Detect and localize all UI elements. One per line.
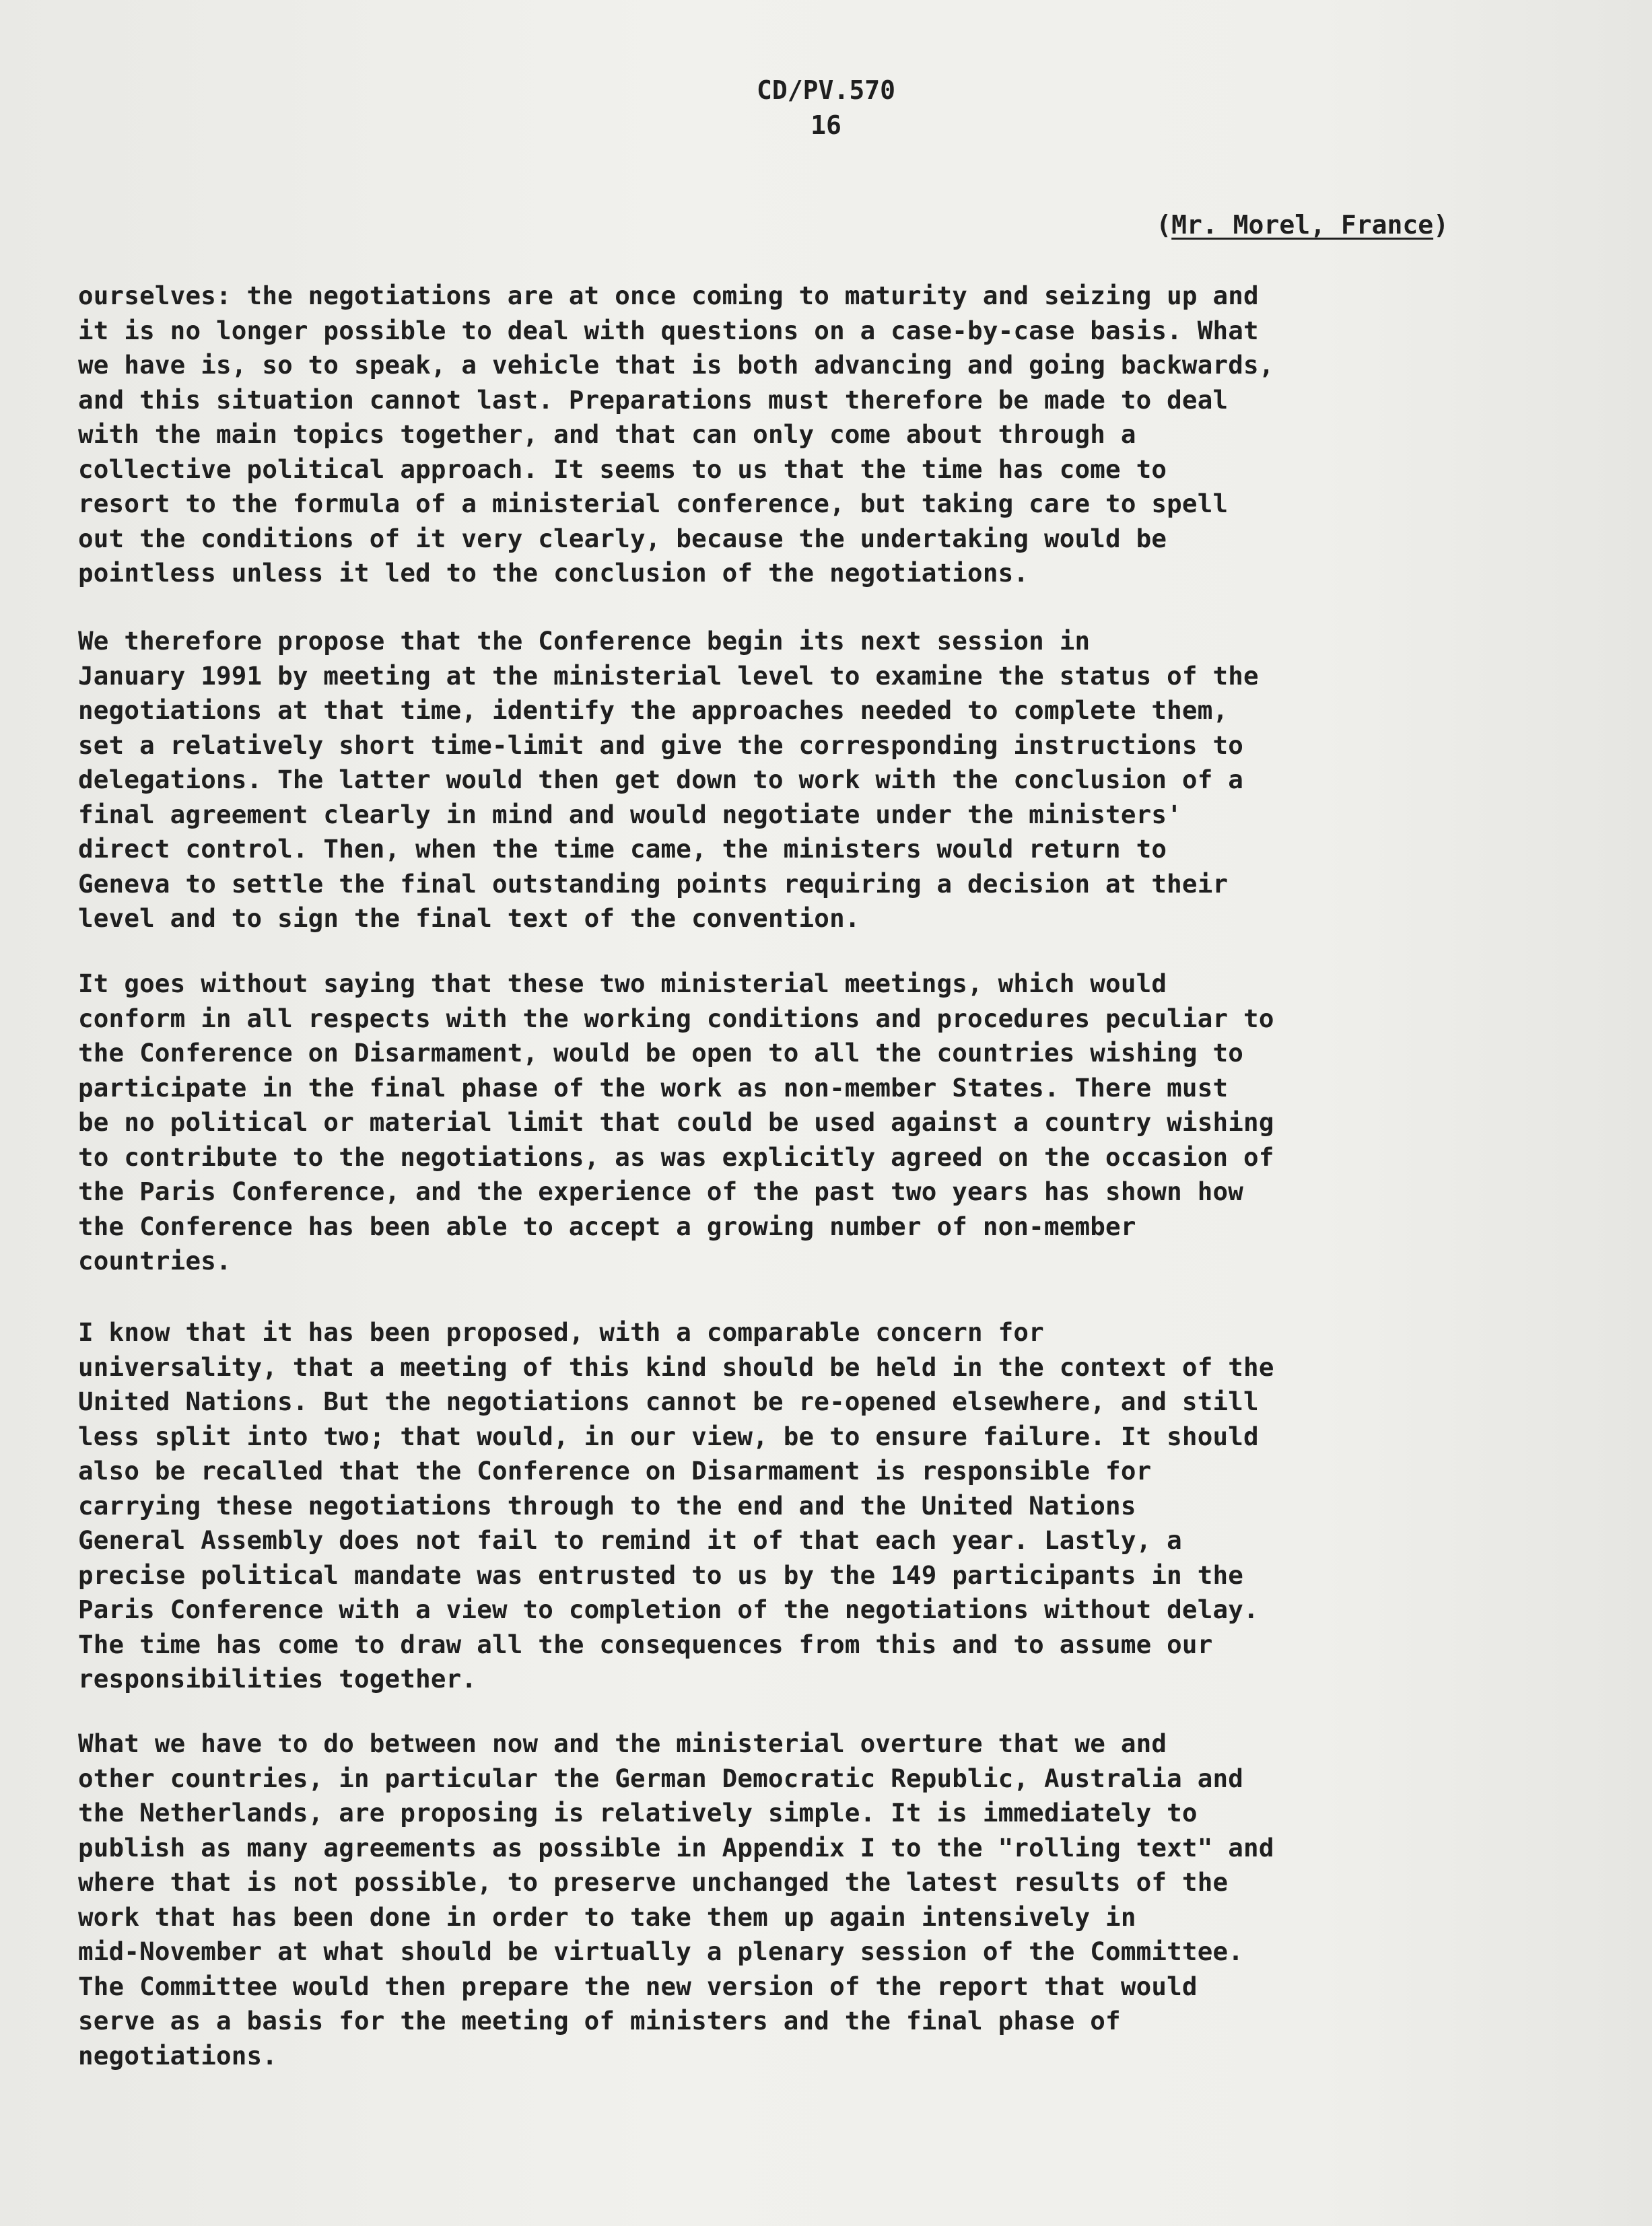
speaker-name: Mr. Morel, France <box>1171 210 1434 240</box>
page-number: 16 <box>811 110 841 140</box>
speaker-close-paren: ) <box>1433 210 1449 240</box>
paragraph-2: We therefore propose that the Conference begin its next session in January 1991 by meeting at the ministerial level to examine the status of the negotiations at that time, identify the approaches needed to complete them, set a relatively short time-limit and give the corresponding instructions to delegations. The latter would then get down to work with the conclusion of a final agreement clearly in mind and would negotiate under the ministers' direct control. Then, when the time came, the ministers would return to Geneva to settle the final outstanding points requiring a decision at their level and to sign the final text of the convention. <box>78 626 1259 933</box>
speaker-open-paren: ( <box>1156 210 1172 240</box>
document-symbol: CD/PV.570 <box>757 75 895 105</box>
paragraph-3: It goes without saying that these two ministerial meetings, which would conform in all respects with the working conditions and procedures peculiar to the Conference on Disarmament, would be open to all the countries wishing to participate in the final phase of the work as non-member States. There must be no political or material limit that could be used against a country wishing to contribute to the negotiations, as was explicitly agreed on the occasion of the Paris Conference, and the experience of the past two years has shown how the Conference has been able to accept a growing number of non-member countries. <box>78 969 1274 1276</box>
speaker-attribution <box>1156 207 1449 242</box>
paragraph-4: I know that it has been proposed, with a comparable concern for universality, that a meeting of this kind should be held in the context of the United Nations. But the negotiations cannot be re-opened elsewhere, and still less split into two; that would, in our view, be to ensure failure. It should also be recalled that the Conference on Disarmament is responsible for carrying these negotiations through to the end and the United Nations General Assembly does not fail to remind it of that each year. Lastly, a precise political mandate was entrusted to us by the 149 participants in the Paris Conference with a view to completion of the negotiations without delay. The time has come to draw all the consequences from this and to assume our responsibilities together. <box>78 1317 1274 1694</box>
paragraph-1: ourselves: the negotiations are at once coming to maturity and seizing up and it is no longer possible to deal with questions on a case-by-case basis. What we have is, so to speak, a vehicle that is both advancing and going backwards, and this situation cannot last. Preparations must therefore be made to deal with the main topics together, and that can only come about through a collective political approach. It seems to us that the time has come to resort to the formula of a ministerial conference, but taking care to spell out the conditions of it very clearly, because the undertaking would be pointless unless it led to the conclusion of the negotiations. <box>78 281 1274 588</box>
paragraph-5: What we have to do between now and the ministerial overture that we and other countries, in particular the German Democratic Republic, Australia and the Netherlands, are proposing is relatively simple. It is immediately to publish as many agreements as possible in Appendix I to the "rolling text" and where that is not possible, to preserve unchanged the latest results of the work that has been done in order to take them up again intensively in mid-November at what should be virtually a plenary session of the Committee. The Committee would then prepare the new version of the report that would serve as a basis for the meeting of ministers and the final phase of negotiations. <box>78 1729 1274 2071</box>
